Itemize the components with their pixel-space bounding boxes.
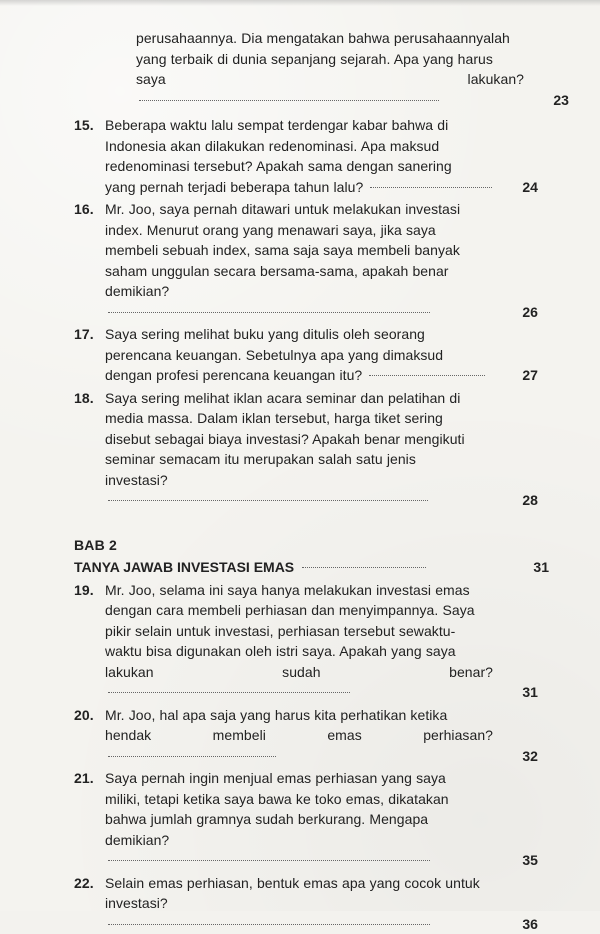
dotted-leader bbox=[108, 500, 428, 501]
entry-line: demikian? bbox=[105, 283, 169, 299]
dotted-leader bbox=[108, 312, 430, 313]
entry-last-line-wrapper bbox=[105, 365, 493, 386]
toc-entry-17 bbox=[74, 324, 548, 386]
entry-line: saham unggulan secara bersama-sama, apakah benar bbox=[105, 261, 493, 282]
entry-last-line-wrapper bbox=[105, 662, 493, 703]
page-number: 27 bbox=[522, 365, 538, 386]
entry-line: Selain emas perhiasan, bentuk emas apa yang cocok untuk bbox=[105, 873, 493, 894]
chapter-heading bbox=[74, 535, 548, 578]
entry-line: membeli sebuah index, sama saja saya membeli banyak bbox=[105, 240, 493, 261]
page-number: 36 bbox=[522, 914, 538, 934]
toc-entry-15 bbox=[74, 115, 548, 197]
entry-line: yang pernah terjadi beberapa tahun lalu? bbox=[105, 179, 363, 195]
dotted-leader bbox=[139, 100, 439, 101]
toc-entry-16 bbox=[74, 199, 548, 322]
entry-line: seminar semacam itu merupakan salah satu jenis bbox=[105, 449, 493, 470]
entry-line: bahwa jumlah gramnya sudah berkurang. Mengapa bbox=[105, 809, 493, 830]
toc-entry-18 bbox=[74, 388, 548, 511]
continued-line-1: perusahaannya. Dia mengatakan bahwa perusahaannyalah bbox=[136, 28, 524, 49]
entry-last-line-wrapper bbox=[105, 177, 493, 198]
entry-text bbox=[105, 580, 493, 703]
entry-line: disebut sebagai biaya investasi? Apakah benar mengikuti bbox=[105, 429, 493, 450]
entry-line: miliki, tetapi ketika saya bawa ke toko emas, dikatakan bbox=[105, 789, 493, 810]
dotted-leader bbox=[369, 375, 485, 376]
entry-text bbox=[105, 324, 493, 386]
entry-number: 17. bbox=[74, 324, 102, 345]
entry-text bbox=[105, 388, 493, 511]
page-number: 35 bbox=[522, 850, 538, 871]
entry-line: demikian? bbox=[105, 832, 169, 848]
dotted-leader bbox=[108, 860, 430, 861]
entry-line: Saya sering melihat buku yang ditulis oleh seorang bbox=[105, 324, 493, 345]
table-of-contents bbox=[74, 28, 548, 898]
entry-line: Saya sering melihat iklan acara seminar dan pelatihan di bbox=[105, 388, 493, 409]
entry-line: Mr. Joo, saya pernah ditawari untuk melakukan investasi bbox=[105, 199, 493, 220]
toc-entry-20 bbox=[74, 705, 548, 767]
entry-number: 22. bbox=[74, 873, 102, 894]
chapter-title-row bbox=[74, 557, 493, 578]
continued-line-3: saya lakukan? bbox=[136, 71, 524, 87]
entry-line: index. Menurut orang yang menawari saya, jika saya bbox=[105, 220, 493, 241]
dotted-leader bbox=[370, 187, 492, 188]
dotted-leader bbox=[108, 924, 430, 925]
entry-line: dengan profesi perencana keuangan itu? bbox=[105, 367, 362, 383]
entry-line: investasi? bbox=[105, 472, 168, 488]
entry-line: Mr. Joo, hal apa saja yang harus kita perhatikan ketika bbox=[105, 705, 493, 726]
page-number: 32 bbox=[522, 746, 538, 767]
entry-text bbox=[105, 705, 493, 767]
entry-last-line-wrapper bbox=[105, 893, 493, 934]
entry-number: 20. bbox=[74, 705, 102, 726]
entry-line: Saya pernah ingin menjual emas perhiasan yang saya bbox=[105, 768, 493, 789]
entry-line: waktu bisa digunakan oleh istri saya. Apakah yang saya bbox=[105, 641, 493, 662]
entry-line: Beberapa waktu lalu sempat terdengar kabar bahwa di bbox=[105, 115, 493, 136]
top-edge-shadow bbox=[0, 0, 600, 6]
chapter-page-number: 31 bbox=[533, 557, 549, 578]
entry-line: media massa. Dalam iklan tersebut, harga tiket sering bbox=[105, 408, 493, 429]
continued-line-3-wrapper bbox=[136, 69, 524, 110]
entry-number: 19. bbox=[74, 580, 102, 601]
dotted-leader bbox=[108, 756, 276, 757]
entry-number: 21. bbox=[74, 768, 102, 789]
entry-number: 18. bbox=[74, 388, 102, 409]
page-number: 31 bbox=[522, 682, 538, 703]
page-number: 24 bbox=[522, 177, 538, 198]
entry-line: hendak membeli emas perhiasan? bbox=[105, 727, 493, 743]
toc-entry-19 bbox=[74, 580, 548, 703]
entry-line: lakukan sudah benar? bbox=[105, 664, 493, 680]
entry-number: 15. bbox=[74, 115, 102, 136]
entry-line: perencana keuangan. Sebetulnya apa yang dimaksud bbox=[105, 345, 493, 366]
continued-entry-text bbox=[136, 28, 524, 110]
page-number: 23 bbox=[553, 90, 569, 111]
entry-line: dengan cara membeli perhiasan dan menyimpannya. Saya bbox=[105, 600, 493, 621]
entry-last-line-wrapper bbox=[105, 725, 493, 766]
entry-number: 16. bbox=[74, 199, 102, 220]
continued-line-2: yang terbaik di dunia sepanjang sejarah. Apa yang harus bbox=[136, 49, 524, 70]
chapter-label: BAB 2 bbox=[74, 535, 548, 556]
entry-line: investasi? bbox=[105, 895, 168, 911]
page-number: 28 bbox=[522, 490, 538, 511]
continued-entry bbox=[105, 28, 548, 110]
entry-line: pikir selain untuk investasi, perhiasan tersebut sewaktu- bbox=[105, 621, 493, 642]
entry-text bbox=[105, 199, 493, 322]
entry-line: Mr. Joo, selama ini saya hanya melakukan investasi emas bbox=[105, 580, 493, 601]
dotted-leader bbox=[302, 567, 426, 568]
entry-last-line-wrapper bbox=[105, 830, 493, 871]
entry-line: redenominasi tersebut? Apakah sama dengan sanering bbox=[105, 156, 493, 177]
entry-line: Indonesia akan dilakukan redenominasi. Apa maksud bbox=[105, 136, 493, 157]
toc-entry-22 bbox=[74, 873, 548, 934]
entry-last-line-wrapper bbox=[105, 470, 493, 511]
toc-entry-21 bbox=[74, 768, 548, 871]
page-number: 26 bbox=[522, 302, 538, 323]
entry-text bbox=[105, 115, 493, 197]
entry-text bbox=[105, 873, 493, 934]
entry-text bbox=[105, 768, 493, 871]
entry-last-line-wrapper bbox=[105, 281, 493, 322]
chapter-title: TANYA JAWAB INVESTASI EMAS bbox=[74, 557, 294, 578]
dotted-leader bbox=[108, 692, 350, 693]
